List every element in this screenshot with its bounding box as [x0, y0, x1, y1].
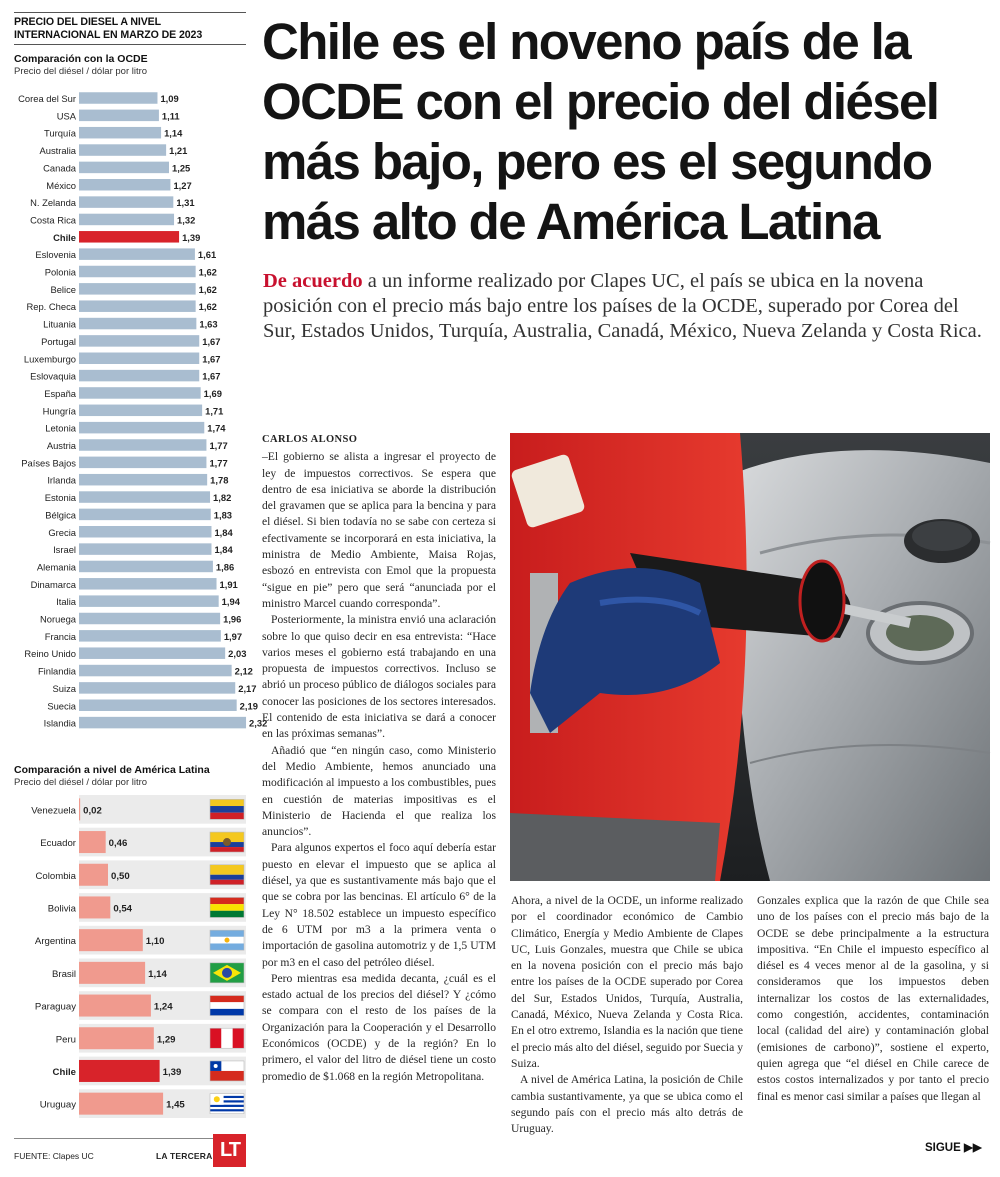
oecd-bar-suecia — [79, 700, 237, 712]
oecd-bar-n-zelanda — [79, 196, 173, 208]
oecd-bar-chart — [14, 90, 268, 745]
oecd-value-label-francia: 1,97 — [223, 630, 243, 642]
chile-flag-icon — [210, 1061, 244, 1081]
latam-value-label-peru: 1,29 — [156, 1034, 176, 1046]
oecd-bar-alemania — [79, 561, 213, 573]
paraguay-flag-icon — [210, 996, 244, 1016]
oecd-country-label-australia: Australia — [39, 145, 76, 157]
oecd-value-label-paises-bajos: 1,77 — [209, 457, 228, 469]
brazil-flag-icon — [210, 963, 244, 983]
infographic-title-line1: PRECIO DEL DIESEL A NIVEL — [14, 16, 162, 28]
oecd-country-label-grecia: Grecia — [48, 526, 76, 538]
latam-bar-ecuador — [79, 831, 106, 853]
latam-chart-unit: Precio del diésel / dólar por litro — [14, 777, 148, 788]
latam-bar-paraguay — [79, 995, 151, 1017]
oecd-value-label-belgica: 1,83 — [213, 509, 233, 521]
oecd-bar-reino-unido — [79, 647, 225, 659]
article-column-2 — [511, 893, 743, 1137]
oecd-bar-australia — [79, 144, 166, 156]
oecd-value-label-hungria: 1,71 — [205, 405, 224, 417]
venezuela-flag-icon — [210, 799, 244, 819]
oecd-value-label-islandia: 2,32 — [249, 717, 268, 729]
latam-country-label-chile: Chile — [52, 1066, 76, 1078]
latam-chart-title: Comparación a nivel de América Latina — [14, 764, 210, 776]
oecd-country-label-islandia: Islandia — [43, 717, 76, 729]
oecd-bar-usa — [79, 110, 159, 122]
oecd-value-label-costa-rica: 1,32 — [177, 214, 196, 226]
oecd-value-label-israel: 1,84 — [214, 544, 233, 556]
oecd-bar-corea-del-sur — [79, 92, 157, 104]
paragraph: Añadió que “en ningún caso, como Ministerio del Medio Ambiente, hemos anunciado una modificación al impuesto a los combustibles, pues en cuestión de materias impositivas es el Ministerio de Hacienda el que realiza los anuncios”. — [262, 743, 496, 839]
oecd-country-label-eslovaquia: Eslovaquia — [30, 370, 76, 382]
oecd-bar-eslovenia — [79, 248, 195, 260]
paragraph: Gonzales explica que la razón de que Chile sea uno de los países con el precio más bajo de la OCDE se debe principalmente a la estructura impositiva. “En Chile el impuesto específico al diésel es 4 veces menor al de la gasolina, y si consideramos que los impuestos deben internalizar los costos de las externalidades, como congestión, accidentes, contaminación local (calidad del aire) y contaminación global (emisiones de carbono)”, sostiene el experto, quien agrega que “el diésel en Chile carece de estos costos internalizados y por tanto el precio final es menor casi similar a países que llegan al — [757, 894, 989, 1103]
oecd-bar-rep-checa — [79, 300, 196, 312]
oecd-country-label-n-zelanda: N. Zelanda — [30, 197, 76, 209]
oecd-bar-finlandia — [79, 665, 232, 677]
latam-value-label-ecuador: 0,46 — [108, 838, 128, 850]
oecd-bar-suiza — [79, 682, 235, 694]
oecd-bar-polonia — [79, 266, 196, 278]
oecd-value-label-grecia: 1,84 — [214, 526, 233, 538]
oecd-value-label-reino-unido: 2,03 — [228, 648, 247, 660]
oecd-country-label-paises-bajos: Países Bajos — [21, 457, 76, 469]
paragraph: Para algunos expertos el foco aquí debería estar puesto en elevar el impuesto que se aplica al diésel, ya que es sustantivamente más bajo que el que se cobra por las bencinas. El artículo 6° de la Ley N° 18.502 establece un impuesto específico de 6 UTM por m3 a la primera venta o importación de gasolina automotriz y de 1,5 UTM por m3 en el caso del petróleo diésel. — [262, 841, 496, 969]
oecd-value-label-eslovaquia: 1,67 — [202, 370, 221, 382]
latam-value-label-uruguay: 1,45 — [166, 1099, 185, 1111]
paragraph: –El gobierno se alista a ingresar el proyecto de ley de impuestos correctivos. Se espera que dentro de esa iniciativa se aborde la distribución del gravamen que se aplica para la bencina y para el diésel. Si bien todavía no se sabe con certeza si efectivamente se incorporará en esta iniciativa, la ministra de Medio Ambiente, Maisa Rojas, esbozó en entrevista con Emol que la propuesta “sigue en pie” pero que será “anunciada por el ministro Marcel cuando corresponda”. — [262, 450, 496, 610]
oecd-country-label-francia: Francia — [44, 630, 76, 642]
latam-bar-uruguay — [79, 1093, 163, 1115]
oecd-country-label-hungria: Hungría — [42, 405, 76, 417]
chart-source: FUENTE: Clapes UC — [14, 1151, 94, 1161]
latam-bar-chile — [79, 1060, 160, 1082]
oecd-country-label-noruega: Noruega — [40, 613, 76, 625]
oecd-bar-belgica — [79, 509, 211, 521]
latam-country-label-paraguay: Paraguay — [34, 1001, 76, 1013]
oecd-bar-luxemburgo — [79, 353, 199, 365]
oecd-bar-espana — [79, 387, 201, 399]
oecd-chart-unit: Precio del diésel / dólar por litro — [14, 66, 148, 77]
oecd-country-label-suiza: Suiza — [52, 682, 76, 694]
newspaper-name: LA TERCERA — [156, 1151, 213, 1161]
latam-country-label-bolivia: Bolivia — [47, 903, 76, 915]
infographic-title-line2: INTERNACIONAL EN MARZO DE 2023 — [14, 28, 203, 41]
article-headline: Chile es el noveno país de la OCDE con el precio del diésel más bajo, pero es el segundo más alto de América Latina — [262, 13, 939, 250]
paragraph: Ahora, a nivel de la OCDE, un informe realizado por el coordinador económico de Cambio Climático, Energía y Medio Ambiente de Clapes UC, Luis Gonzales, muestra que Chile se ubica en la novena posición con el precio más bajo entre los países de la OCDE superado por Corea del Sur, Estados Unidos, Turquía, Australia, Canadá, México, Nueva Zelanda y Costa Rica. En el otro extremo, Islandia es la nación que tiene el precio más alto del diésel, seguido por Suecia y Suiza. — [511, 894, 743, 1070]
oecd-country-label-polonia: Polonia — [44, 266, 76, 278]
oecd-value-label-finlandia: 2,12 — [234, 665, 253, 677]
oecd-value-label-luxemburgo: 1,67 — [202, 353, 221, 365]
oecd-bar-dinamarca — [79, 578, 217, 590]
oecd-bar-estonia — [79, 491, 210, 503]
oecd-bar-belice — [79, 283, 196, 295]
oecd-bar-francia — [79, 630, 221, 642]
oecd-value-label-alemania: 1,86 — [215, 561, 235, 573]
latam-value-label-chile: 1,39 — [162, 1066, 182, 1078]
latam-value-label-colombia: 0,50 — [111, 870, 130, 882]
oecd-country-label-alemania: Alemania — [36, 561, 76, 573]
latam-chart-header — [14, 756, 246, 788]
oecd-country-label-turquia: Turquía — [44, 127, 76, 139]
oecd-country-label-lituania: Lituania — [43, 318, 76, 330]
oecd-value-label-corea-del-sur: 1,09 — [160, 93, 179, 104]
oecd-bar-italia — [79, 595, 219, 607]
oecd-country-label-eslovenia: Eslovenia — [35, 249, 76, 261]
oecd-value-label-usa: 1,11 — [161, 110, 180, 122]
latam-bar-bolivia — [79, 896, 110, 918]
oecd-bar-letonia — [79, 422, 204, 434]
latam-bar-peru — [79, 1027, 154, 1049]
oecd-value-label-portugal: 1,67 — [202, 335, 221, 347]
oecd-country-label-austria: Austria — [46, 440, 76, 451]
oecd-bar-paises-bajos — [79, 457, 206, 469]
oecd-value-label-canada: 1,25 — [172, 162, 191, 174]
oecd-country-label-chile: Chile — [53, 231, 76, 243]
oecd-country-label-belgica: Bélgica — [45, 509, 76, 521]
photo-illustration — [510, 433, 990, 881]
latam-bar-venezuela — [79, 798, 80, 820]
oecd-value-label-belice: 1,62 — [198, 283, 217, 295]
oecd-value-label-irlanda: 1,78 — [210, 474, 229, 486]
latam-value-label-bolivia: 0,54 — [113, 903, 133, 915]
article-column-3 — [757, 893, 989, 1105]
byline: CARLOS ALONSO — [262, 434, 358, 445]
oecd-bar-grecia — [79, 526, 211, 538]
oecd-country-label-costa-rica: Costa Rica — [30, 214, 76, 226]
latam-country-label-colombia: Colombia — [35, 870, 76, 882]
oecd-value-label-noruega: 1,96 — [223, 613, 242, 625]
oecd-country-label-usa: USA — [56, 110, 76, 122]
article-column-1 — [262, 432, 496, 1085]
oecd-value-label-dinamarca: 1,91 — [219, 578, 238, 590]
oecd-country-label-italia: Italia — [56, 596, 76, 608]
oecd-bar-islandia — [79, 717, 246, 729]
latam-country-label-uruguay: Uruguay — [39, 1099, 76, 1111]
paragraph: Pero mientras esa medida decanta, ¿cuál es el estado actual de los precios del diésel? Y ¿cómo se compara con el resto de los países de la Organización para la Cooperación y el Desarrollo Económicos (OCDE) y de la región? En lo primero, el valor del litro de diésel tiene un costo promedio de $1.068 en la región Metropolitana. — [262, 971, 496, 1083]
oecd-value-label-austria: 1,77 — [209, 440, 228, 451]
oecd-chart-title: Comparación con la OCDE — [14, 53, 148, 65]
latam-country-label-argentina: Argentina — [34, 936, 76, 948]
oecd-value-label-polonia: 1,62 — [198, 266, 217, 278]
argentina-flag-icon — [210, 930, 244, 950]
oecd-value-label-eslovenia: 1,61 — [197, 249, 217, 261]
latam-bar-argentina — [79, 929, 143, 951]
oecd-bar-eslovaquia — [79, 370, 199, 382]
oecd-country-label-corea-del-sur: Corea del Sur — [18, 93, 76, 104]
oecd-bar-hungria — [79, 405, 202, 417]
latam-value-label-paraguay: 1,24 — [153, 1001, 173, 1013]
oecd-bar-austria — [79, 439, 206, 451]
oecd-country-label-canada: Canada — [43, 162, 76, 174]
bolivia-flag-icon — [210, 897, 244, 917]
uruguay-flag-icon — [210, 1094, 244, 1114]
latam-bar-brasil — [79, 962, 145, 984]
oecd-value-label-estonia: 1,82 — [213, 492, 232, 504]
oecd-value-label-mexico: 1,27 — [173, 179, 192, 191]
oecd-value-label-espana: 1,69 — [203, 387, 222, 399]
oecd-country-label-dinamarca: Dinamarca — [30, 578, 76, 590]
oecd-bar-israel — [79, 543, 211, 555]
ecuador-flag-icon — [210, 832, 244, 852]
oecd-value-label-australia: 1,21 — [169, 145, 188, 157]
oecd-bar-lituania — [79, 318, 196, 330]
oecd-bar-irlanda — [79, 474, 207, 486]
diesel-refueling-photo — [510, 433, 990, 881]
oecd-bar-costa-rica — [79, 214, 174, 226]
latam-country-label-brasil: Brasil — [52, 968, 76, 980]
paragraph: Posteriormente, la ministra envió una aclaración sobre lo que quiso decir en esa entrevista: “Hace varios meses el gobierno está trabajando en una propuesta de impuestos correctivos. Incluso se abrió un proceso público de diálogos sociales para conocer las posiciones de los sectores interesados. El contenido de esta iniciativa se dará a conocer en las próximas semanas”. — [262, 613, 496, 741]
paragraph: A nivel de América Latina, la posición de Chile cambia sustantivamente, ya que se ubica como el segundo país con el precio más alto detrás de Uruguay. — [511, 1073, 743, 1136]
latam-bar-colombia — [79, 864, 108, 886]
infographic-sidebar — [14, 12, 268, 1161]
oecd-value-label-chile: 1,39 — [182, 231, 201, 243]
latam-value-label-argentina: 1,10 — [145, 936, 165, 948]
colombia-flag-icon — [210, 865, 244, 885]
infographic-title — [14, 12, 246, 45]
oecd-value-label-lituania: 1,63 — [199, 318, 218, 330]
oecd-country-label-finlandia: Finlandia — [37, 665, 76, 677]
continue-marker: SIGUE ▶▶ — [925, 1142, 982, 1154]
lede-lead-in: De acuerdo — [263, 270, 363, 292]
oecd-country-label-israel: Israel — [53, 544, 76, 556]
oecd-value-label-italia: 1,94 — [221, 596, 240, 608]
latam-country-label-peru: Peru — [55, 1034, 76, 1046]
oecd-bar-mexico — [79, 179, 170, 191]
article-lede — [263, 269, 988, 344]
oecd-country-label-irlanda: Irlanda — [47, 474, 76, 486]
oecd-value-label-n-zelanda: 1,31 — [176, 197, 195, 209]
oecd-value-label-letonia: 1,74 — [207, 422, 226, 434]
oecd-value-label-turquia: 1,14 — [164, 127, 183, 139]
latam-country-label-venezuela: Venezuela — [31, 805, 76, 817]
lede-text: a un informe realizado por Clapes UC, el país se ubica en la novena posición con el precio más bajo entre los países de la OCDE, superado por Corea del Sur, Estados Unidos, Turquía, Australia, Canadá, México, Nueva Zelanda y Costa Rica. — [263, 270, 982, 342]
oecd-bar-canada — [79, 162, 169, 174]
oecd-country-label-belice: Belice — [50, 283, 76, 295]
peru-flag-icon — [210, 1028, 244, 1048]
oecd-bar-portugal — [79, 335, 199, 347]
oecd-bar-turquia — [79, 127, 161, 139]
oecd-country-label-luxemburgo: Luxemburgo — [23, 353, 76, 365]
oecd-country-label-estonia: Estonia — [44, 492, 76, 504]
oecd-country-label-suecia: Suecia — [47, 700, 76, 712]
oecd-country-label-reino-unido: Reino Unido — [24, 648, 76, 660]
oecd-country-label-rep-checa: Rep. Checa — [26, 301, 76, 313]
oecd-bar-noruega — [79, 613, 220, 625]
chart-footer — [14, 1138, 246, 1168]
la-tercera-logo: LT — [213, 1134, 246, 1167]
oecd-country-label-letonia: Letonia — [45, 422, 76, 434]
latam-country-label-ecuador: Ecuador — [40, 838, 76, 850]
oecd-country-label-portugal: Portugal — [41, 335, 76, 347]
latam-bar-chart — [14, 792, 246, 1132]
oecd-value-label-rep-checa: 1,62 — [198, 301, 217, 313]
latam-value-label-venezuela: 0,02 — [83, 805, 102, 817]
oecd-value-label-suiza: 2,17 — [238, 682, 257, 694]
oecd-country-label-mexico: México — [46, 179, 76, 191]
oecd-value-label-suecia: 2,19 — [239, 700, 258, 712]
oecd-country-label-espana: España — [44, 387, 76, 399]
latam-value-label-brasil: 1,14 — [148, 968, 167, 980]
oecd-bar-chile — [79, 231, 179, 243]
